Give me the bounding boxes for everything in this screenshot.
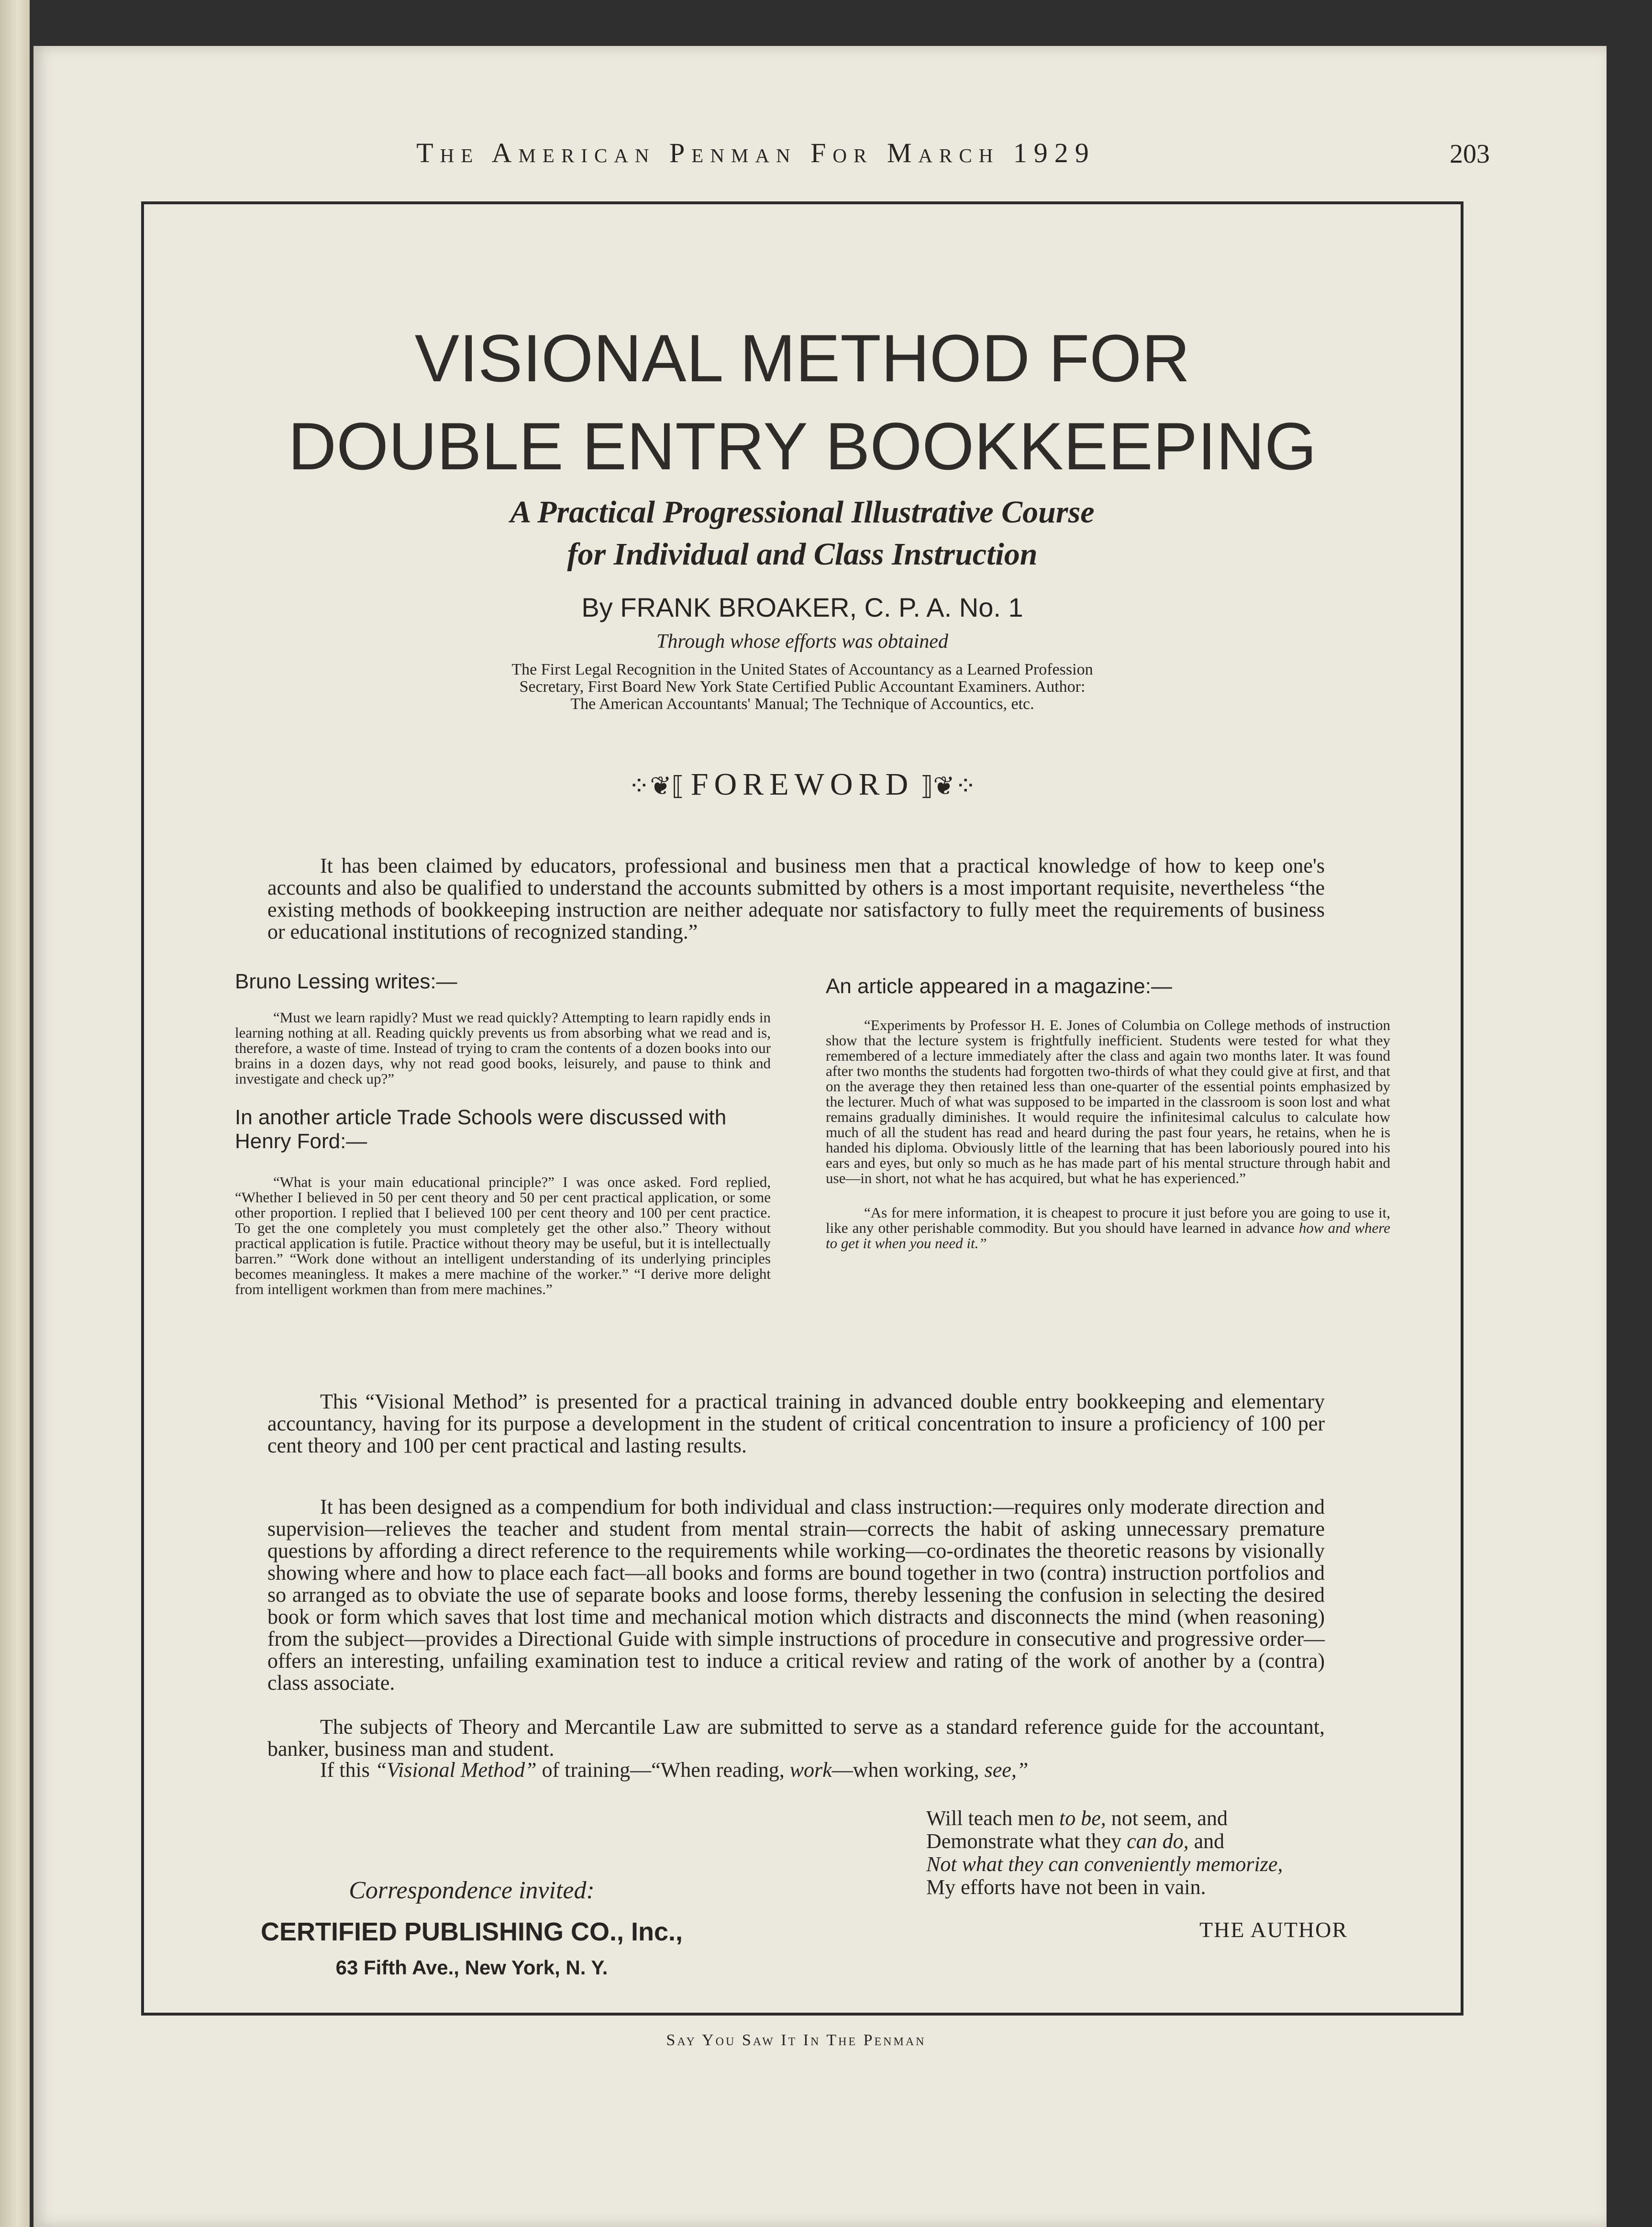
ad-title-line-2: DOUBLE ENTRY BOOKKEEPING bbox=[288, 409, 1317, 484]
information-quote bbox=[826, 1205, 1390, 1251]
magazine-article-heading: An article appeared in a magazine:— bbox=[826, 975, 1172, 998]
verse-line-3: Not what they can conveniently memorize, bbox=[926, 1852, 1283, 1876]
page-header bbox=[33, 137, 1607, 175]
foreword-intro: It has been claimed by educators, professional and business men that a practical knowledge of how to keep one's accounts and also be qualified to understand the accounts submitted by others is a most important requisite, nevertheless “the existing methods of bookkeeping instruction are neither adequate nor satisfactory to fully meet the requirements of business or educational institutions of recognized standing.” bbox=[267, 854, 1325, 943]
author-credentials bbox=[144, 661, 1461, 713]
body-paragraph-2-text: It has been designed as a compendium for both individual and class instruction:—requires only moderate direction and supervision—relieves the teacher and student from mental strain—corrects the habit of asking unnecessary premature questions by affording a direct reference to the requirements while working—co-ordinates the theoretic reasons by visionally showing where and how to place each fact—all books and forms are bound together in two (contra) instruction portfolios and so arranged as to obviate the use of separate books and loose forms, thereby lessening the confusion in selecting the desired book or form which saves that lost time and mechanical motion which distracts and disconnects the mind (when reasoning) from the subject—provides a Directional Guide with simple instructions of procedure in consecutive and progressive order—offers an interesting, unfailing examination test to induce a critical review and rating of the work of another by a (contra) class associate. bbox=[267, 1495, 1325, 1695]
page-number: 203 bbox=[1450, 139, 1490, 169]
publisher-name: CERTIFIED PUBLISHING CO., Inc., bbox=[260, 1917, 683, 1946]
p4-segment: If this bbox=[320, 1758, 375, 1782]
body-paragraph-4 bbox=[267, 1759, 1325, 1800]
verse-segment-italic: can do, bbox=[1127, 1829, 1189, 1853]
verse-segment: Will teach men bbox=[926, 1806, 1060, 1830]
correspondence-invite: Correspondence invited: bbox=[349, 1877, 595, 1904]
page-footer: Say You Saw It In The Penman bbox=[666, 2031, 926, 2049]
foreword-label: FOREWORD bbox=[690, 767, 914, 802]
p4-segment-italic: “Visional Method” bbox=[375, 1758, 537, 1782]
information-quote-text: “As for mere information, it is cheapest to procure it just before you are going to use it, like any other perishable commodity. But you should have learned in advance bbox=[826, 1204, 1390, 1236]
verse-segment: Demonstrate what they bbox=[926, 1829, 1127, 1853]
ad-title-line-1: VISIONAL METHOD FOR bbox=[414, 321, 1190, 396]
bruno-lessing-heading: Bruno Lessing writes:— bbox=[235, 970, 457, 993]
foreword-heading bbox=[144, 766, 1461, 803]
advertisement-frame bbox=[141, 201, 1464, 2016]
verse-segment: and bbox=[1188, 1829, 1225, 1853]
credentials-line-1: The First Legal Recognition in the United States of Accountancy as a Learned Profession bbox=[511, 661, 1093, 678]
adjacent-page-edge bbox=[0, 0, 30, 2227]
left-column bbox=[235, 970, 771, 1297]
right-column bbox=[826, 975, 1390, 1251]
verse-line-4: My efforts have not been in vain. bbox=[926, 1875, 1206, 1899]
ad-subtitle bbox=[144, 491, 1461, 576]
publisher-address: 63 Fifth Ave., New York, N. Y. bbox=[335, 1956, 608, 1979]
verse-segment-italic: to be, bbox=[1059, 1806, 1106, 1830]
body-paragraph-2 bbox=[267, 1496, 1325, 1713]
henry-ford-heading: In another article Trade Schools were discussed with Henry Ford:— bbox=[235, 1106, 727, 1153]
verse-line-2 bbox=[926, 1830, 1405, 1853]
information-quote-emphasis: how and where to get it when you need it.” bbox=[826, 1219, 1390, 1252]
credentials-line-2: Secretary, First Board New York State Certified Public Accountant Examiners. Author: bbox=[519, 678, 1086, 696]
author-signature: THE AUTHOR bbox=[1199, 1917, 1348, 1942]
henry-ford-quote: “What is your main educational principle?” I was once asked. Ford replied, “Whether I believed in 50 per cent theory and 50 per cent practical application, or some other proportion. I replied that I believed 100 per cent theory and 100 per cent practice. To get the one completely you must completely get the other also.” Theory without practical application is futile. Practice without theory may be useful, but it is intellectually barren.” “Work done without an intelligent understanding of its underlying principles becomes meaningless. It makes a mere machine of the worker.” “I derive more delight from intelligent workmen than from mere machines.” bbox=[235, 1174, 771, 1297]
verse-line-1 bbox=[926, 1807, 1405, 1830]
body-paragraph-1-text: This “Visional Method” is presented for a practical training in advanced double entry bookkeeping and elementary accountancy, having for its purpose a development in the student of critical concentration to insure a proficiency of 100 per cent theory and 100 per cent practical and lasting results. bbox=[267, 1390, 1325, 1457]
author-verse bbox=[926, 1807, 1405, 1899]
body-paragraph-4-text bbox=[267, 1759, 1325, 1781]
through-line: Through whose efforts was obtained bbox=[656, 631, 948, 653]
p4-segment: —when working, bbox=[832, 1758, 985, 1782]
magazine-article-quote: “Experiments by Professor H. E. Jones of Columbia on College methods of instruction show that the lecture system is frightfully inefficient. Students were tested for what they remembered of a lecture immediately after the class and again two months later. It was found after two months the students had forgotten two-thirds of what they could give at first, and that on the average they then retained less than one-quarter of the essential points emphasized by the lecturer. Much of what was supposed to be imparted in the classroom is soon lost and what remains gradually diminishes. It would require the infinitesimal calculus to calculate how much of all the student has read and heard during the past four years, he retains, when he is handed his diploma. Obviously little of the learning that has been laboriously poured into his ears and eyes, but only so much as he has made part of his mental structure through habit and use—in short, not what he has acquired, but what he has experienced.” bbox=[826, 1017, 1390, 1186]
left-ornament-icon: ⁘❦⟦ bbox=[628, 772, 691, 800]
verse-segment: not seem, and bbox=[1106, 1806, 1228, 1830]
body-paragraph-3-text: The subjects of Theory and Mercantile Law are submitted to serve as a standard reference guide for the accountant, banker, business man and student. bbox=[267, 1715, 1325, 1761]
right-ornament-icon: ⟧❦⁘ bbox=[914, 772, 976, 800]
p4-segment-italic: see,” bbox=[984, 1758, 1029, 1782]
ad-subtitle-line-1: A Practical Progressional Illustrative Course bbox=[510, 495, 1095, 530]
magazine-page bbox=[33, 46, 1607, 2227]
journal-title: The American Penman For March 1929 bbox=[416, 137, 1096, 168]
bruno-lessing-quote: “Must we learn rapidly? Must we read quickly? Attempting to learn rapidly ends in learning nothing at all. Reading quickly prevents us from absorbing what we read and is, therefore, a waste of time. Instead of trying to cram the contents of a dozen books into our brains in a dozen days, why not read good books, leisurely, and pause to think and investigate and check up?” bbox=[235, 1009, 771, 1087]
ad-subtitle-line-2: for Individual and Class Instruction bbox=[567, 537, 1038, 572]
ad-title bbox=[144, 314, 1461, 490]
p4-segment: of training—“When reading, bbox=[536, 1758, 790, 1782]
credentials-line-3: The American Accountants' Manual; The Technique of Accountics, etc. bbox=[570, 695, 1034, 713]
p4-segment-italic: work bbox=[789, 1758, 832, 1782]
body-paragraph-1 bbox=[267, 1391, 1325, 1476]
author-byline: By FRANK BROAKER, C. P. A. No. 1 bbox=[581, 592, 1023, 622]
